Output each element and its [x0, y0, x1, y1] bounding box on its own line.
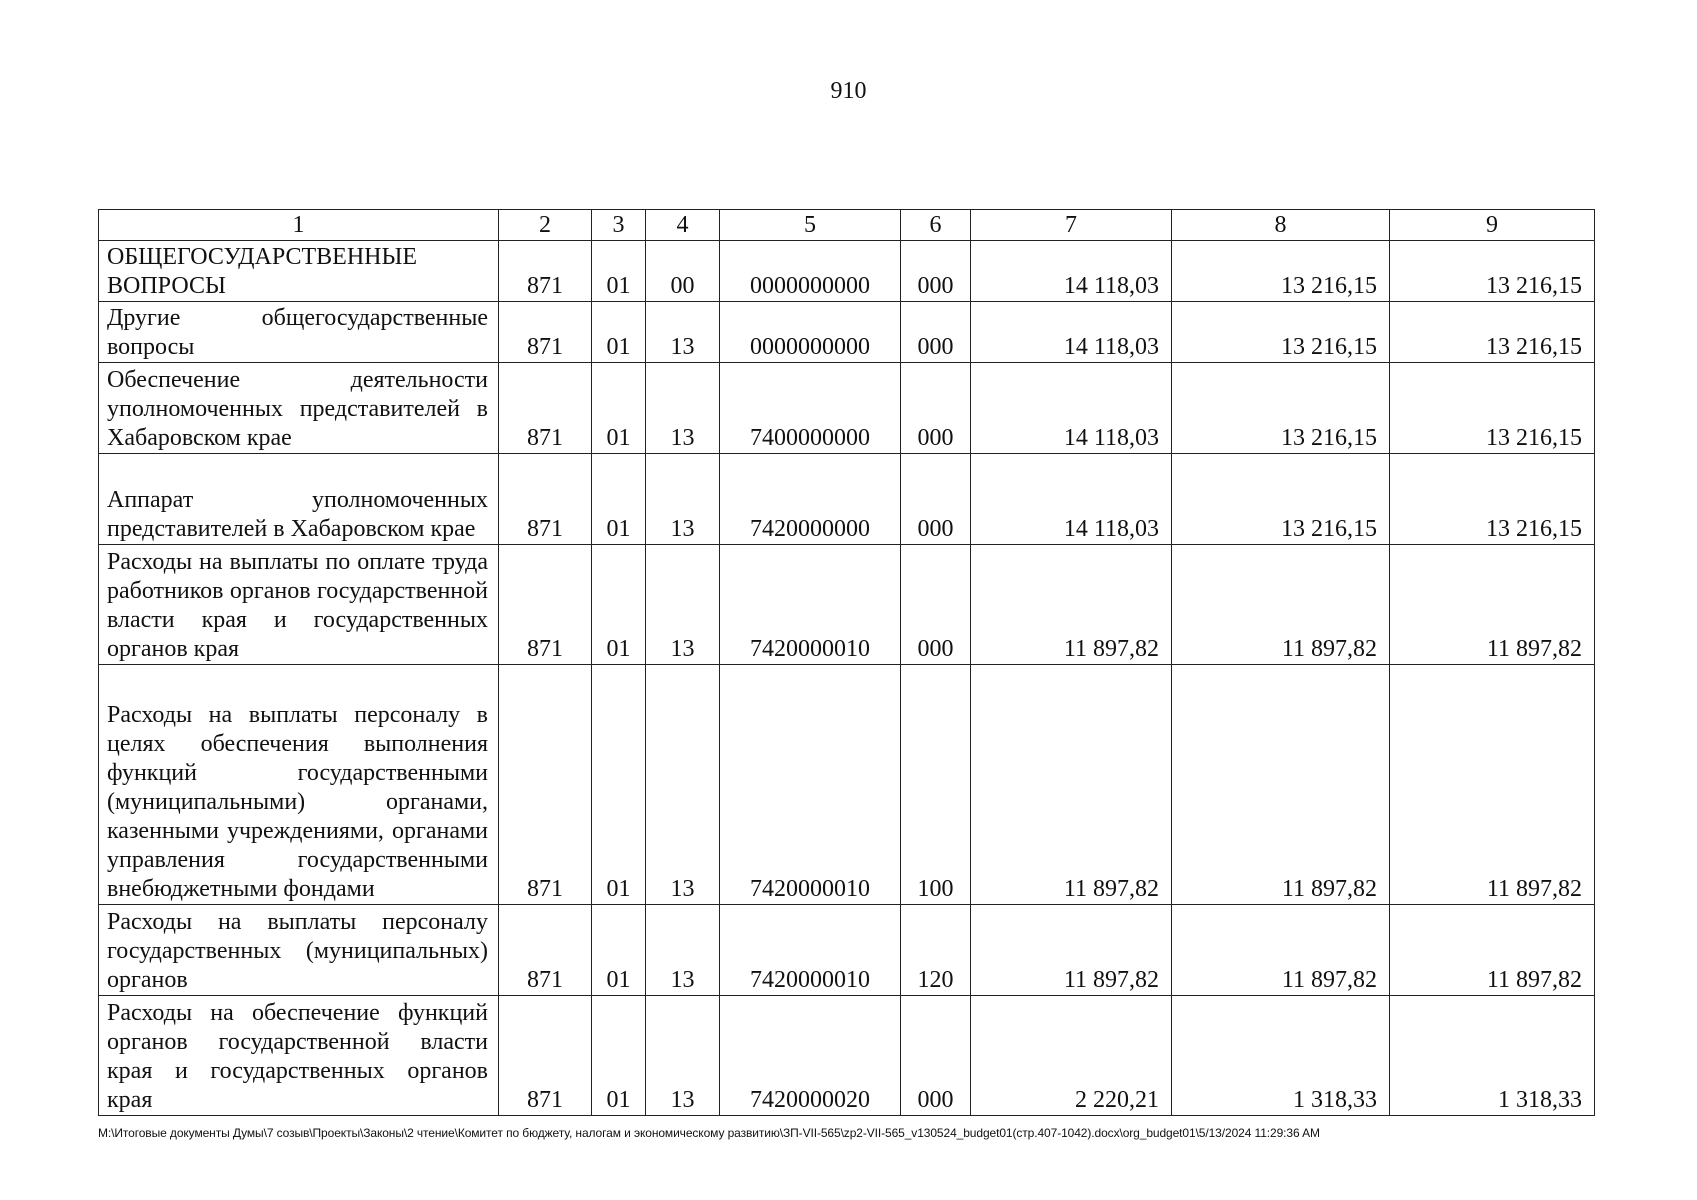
subsection-code: 13: [646, 905, 720, 996]
item-name: ОБЩЕГОСУДАРСТВЕННЫЕ ВОПРОСЫ: [99, 241, 499, 302]
subsection-code: 13: [646, 363, 720, 454]
amount-col8: 11 897,82: [1172, 905, 1390, 996]
column-header: 5: [720, 210, 901, 241]
amount-col7: 14 118,03: [971, 241, 1172, 302]
target-article-code: 7420000010: [720, 545, 901, 665]
table-row: [99, 241, 1595, 302]
column-header: 1: [99, 210, 499, 241]
ministry-code: 871: [499, 363, 592, 454]
amount-col7: 14 118,03: [971, 302, 1172, 363]
subsection-code: 00: [646, 241, 720, 302]
ministry-code: 871: [499, 996, 592, 1116]
item-name: Расходы на выплаты персоналу государственных (муниципальных) органов: [99, 905, 499, 996]
table-row: [99, 363, 1595, 454]
amount-col8: 11 897,82: [1172, 545, 1390, 665]
table-row: [99, 545, 1595, 665]
expense-type-code: 120: [901, 905, 971, 996]
table-row: [99, 665, 1595, 905]
target-article-code: 0000000000: [720, 302, 901, 363]
item-name: Расходы на выплаты по оплате труда работников органов государственной власти края и государственных органов края: [99, 545, 499, 665]
subsection-code: 13: [646, 665, 720, 905]
section-code: 01: [592, 905, 646, 996]
column-header: 4: [646, 210, 720, 241]
table-header-row: [99, 210, 1595, 241]
amount-col8: 13 216,15: [1172, 241, 1390, 302]
ministry-code: 871: [499, 665, 592, 905]
budget-table: [98, 209, 1595, 1116]
amount-col7: 14 118,03: [971, 454, 1172, 545]
table-row: [99, 302, 1595, 363]
ministry-code: 871: [499, 905, 592, 996]
subsection-code: 13: [646, 302, 720, 363]
amount-col9: 13 216,15: [1390, 302, 1595, 363]
section-code: 01: [592, 545, 646, 665]
amount-col9: 11 897,82: [1390, 665, 1595, 905]
amount-col7: 11 897,82: [971, 905, 1172, 996]
expense-type-code: 000: [901, 363, 971, 454]
amount-col9: 1 318,33: [1390, 996, 1595, 1116]
amount-col7: 11 897,82: [971, 665, 1172, 905]
document-file-path: M:\Итоговые документы Думы\7 созыв\Проекты\Законы\2 чтение\Комитет по бюджету, налогам и экономическому развитию\ЗП-VII-565\zp2-VII-565_v130524_budget01(стр.407-1042).docx\org_budget01\5/13/2024 11:29:36 AM: [98, 1126, 1320, 1140]
target-article-code: 7420000020: [720, 996, 901, 1116]
subsection-code: 13: [646, 454, 720, 545]
item-name: Обеспечение деятельности уполномоченных представителей в Хабаровском крае: [99, 363, 499, 454]
item-name: Расходы на обеспечение функций органов государственной власти края и государственных органов края: [99, 996, 499, 1116]
expense-type-code: 100: [901, 665, 971, 905]
item-name: Другие общегосударственные вопросы: [99, 302, 499, 363]
amount-col8: 13 216,15: [1172, 454, 1390, 545]
ministry-code: 871: [499, 545, 592, 665]
column-header: 3: [592, 210, 646, 241]
amount-col8: 11 897,82: [1172, 665, 1390, 905]
ministry-code: 871: [499, 454, 592, 545]
amount-col9: 13 216,15: [1390, 363, 1595, 454]
amount-col9: 11 897,82: [1390, 905, 1595, 996]
amount-col8: 13 216,15: [1172, 363, 1390, 454]
column-header: 6: [901, 210, 971, 241]
page-number: 910: [830, 78, 867, 104]
section-code: 01: [592, 996, 646, 1116]
subsection-code: 13: [646, 545, 720, 665]
table-row: [99, 454, 1595, 545]
expense-type-code: 000: [901, 241, 971, 302]
amount-col7: 11 897,82: [971, 545, 1172, 665]
section-code: 01: [592, 665, 646, 905]
item-name: Аппарат уполномоченных представителей в Хабаровском крае: [99, 454, 499, 545]
ministry-code: 871: [499, 241, 592, 302]
expense-type-code: 000: [901, 996, 971, 1116]
section-code: 01: [592, 363, 646, 454]
column-header: 9: [1390, 210, 1595, 241]
section-code: 01: [592, 454, 646, 545]
amount-col9: 13 216,15: [1390, 454, 1595, 545]
amount-col7: 2 220,21: [971, 996, 1172, 1116]
column-header: 8: [1172, 210, 1390, 241]
amount-col8: 13 216,15: [1172, 302, 1390, 363]
amount-col8: 1 318,33: [1172, 996, 1390, 1116]
expense-type-code: 000: [901, 302, 971, 363]
expense-type-code: 000: [901, 454, 971, 545]
target-article-code: 7420000000: [720, 454, 901, 545]
amount-col7: 14 118,03: [971, 363, 1172, 454]
target-article-code: 7420000010: [720, 665, 901, 905]
amount-col9: 13 216,15: [1390, 241, 1595, 302]
ministry-code: 871: [499, 302, 592, 363]
subsection-code: 13: [646, 996, 720, 1116]
target-article-code: 7400000000: [720, 363, 901, 454]
table-row: [99, 905, 1595, 996]
section-code: 01: [592, 241, 646, 302]
column-header: 7: [971, 210, 1172, 241]
target-article-code: 7420000010: [720, 905, 901, 996]
expense-type-code: 000: [901, 545, 971, 665]
table-row: [99, 996, 1595, 1116]
section-code: 01: [592, 302, 646, 363]
column-header: 2: [499, 210, 592, 241]
amount-col9: 11 897,82: [1390, 545, 1595, 665]
item-name: Расходы на выплаты персоналу в целях обеспечения выполнения функций государственными (муниципальными) органами, казенными учреждениями, органами управления государственными внебюджетными фондами: [99, 665, 499, 905]
target-article-code: 0000000000: [720, 241, 901, 302]
